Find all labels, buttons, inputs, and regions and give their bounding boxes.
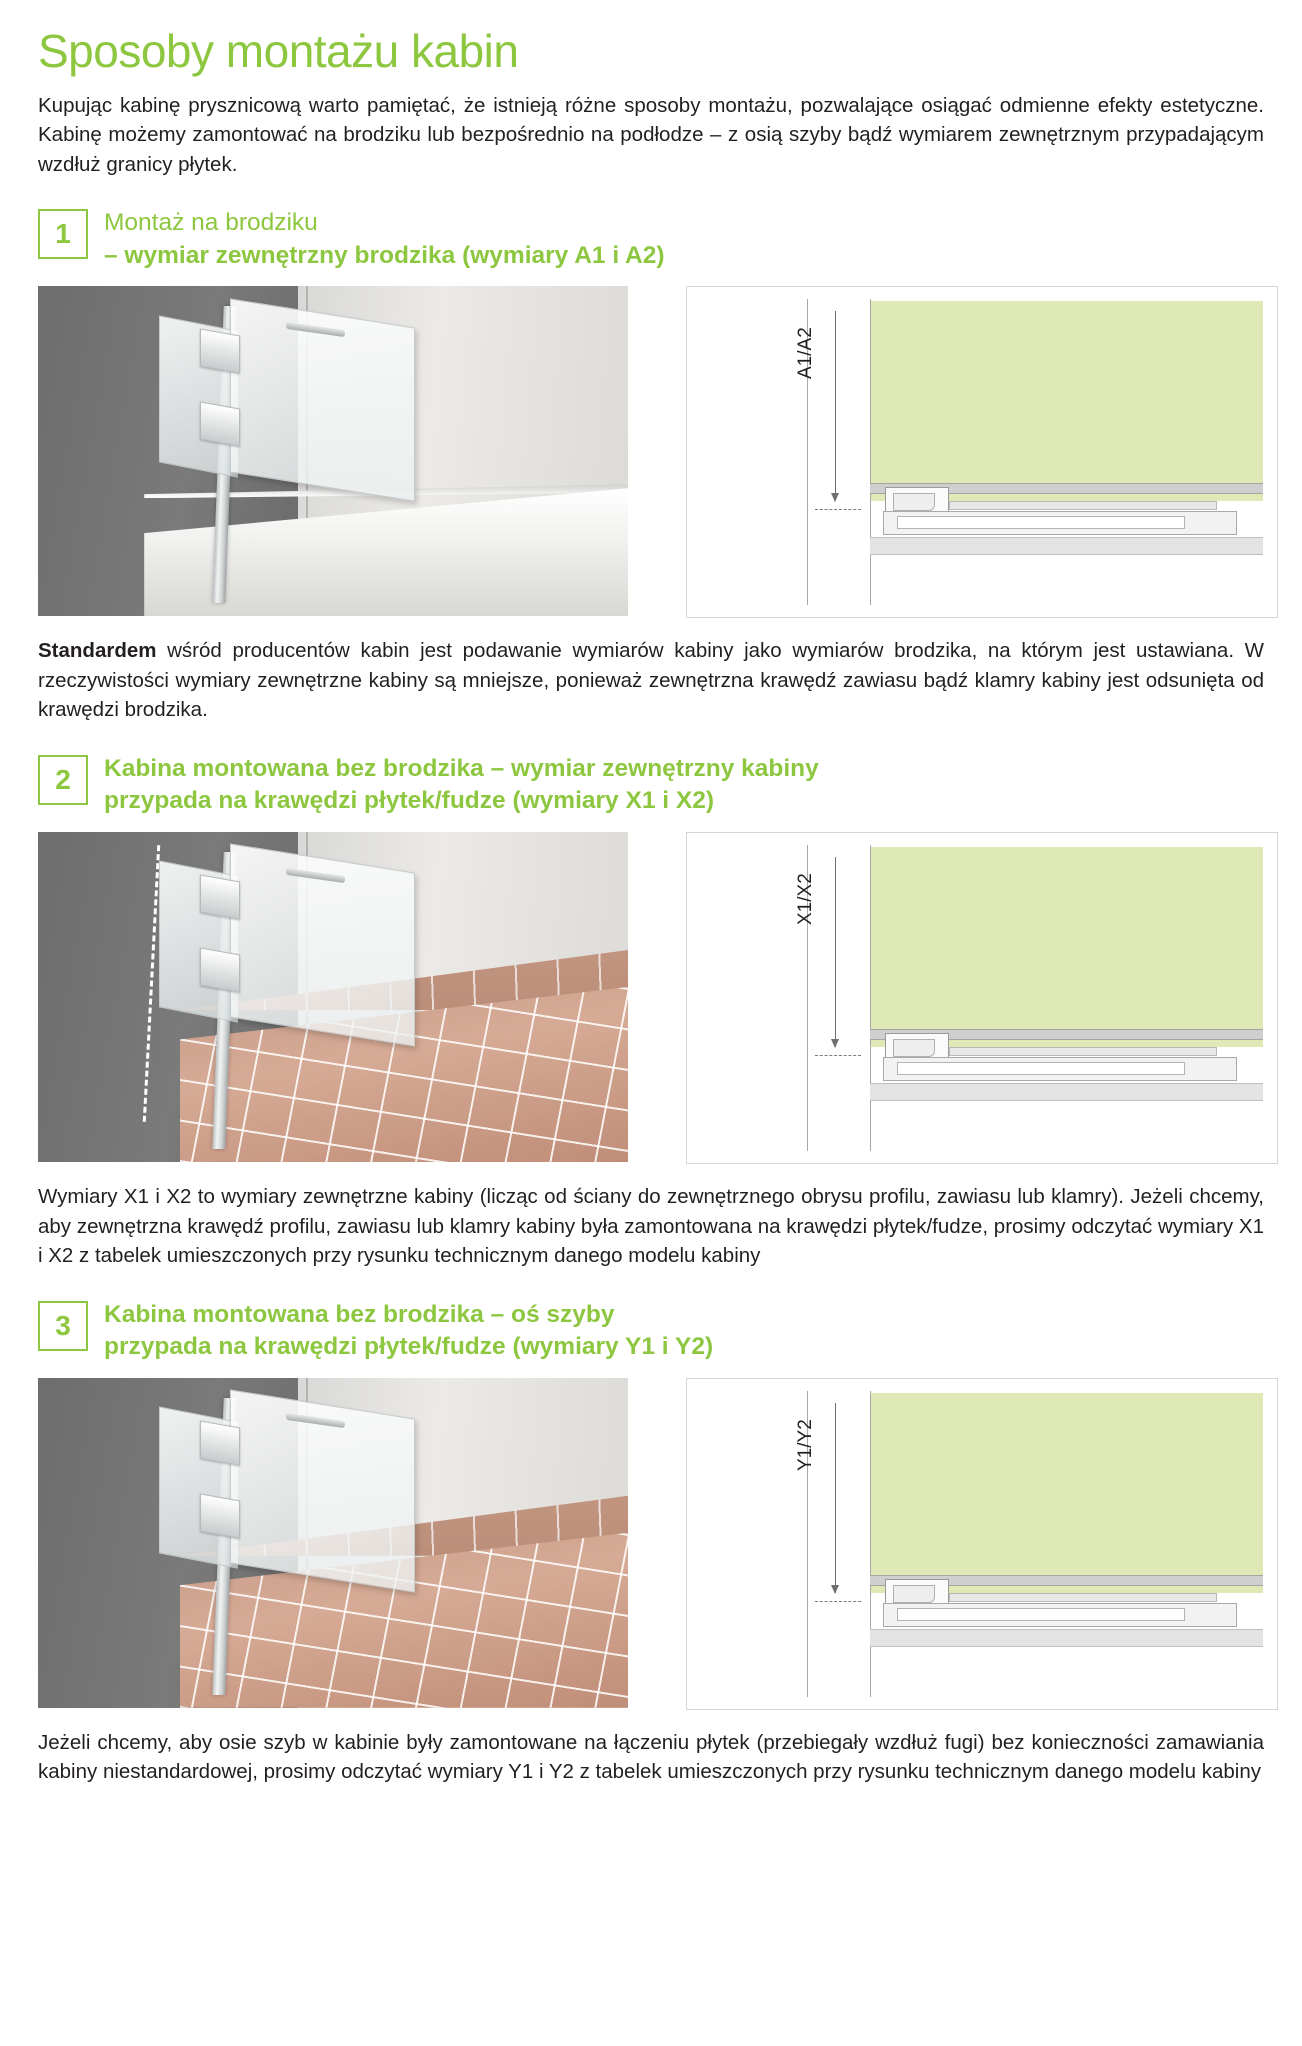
section-1-figures <box>38 286 1264 618</box>
diagram-glass-field <box>870 1393 1263 1593</box>
diagram-glass-axis <box>686 1378 1278 1710</box>
diagram-base-rail-inner <box>897 1608 1185 1621</box>
photo-hinge-upper <box>200 875 240 920</box>
diagram-dimension-tick <box>815 1601 861 1602</box>
section-1-caption <box>38 636 1264 725</box>
diagram-seal <box>949 1593 1217 1602</box>
diagram-bracket-inner <box>893 1585 935 1603</box>
photo-hinge-upper <box>200 1420 240 1465</box>
section-1-header <box>38 205 1264 272</box>
section-2-header <box>38 751 1264 818</box>
section-3-figures <box>38 1378 1264 1710</box>
section-2-figures <box>38 832 1264 1164</box>
section-1-number: 1 <box>38 209 88 259</box>
diagram-dimension-tick <box>815 509 861 510</box>
diagram-glass-field <box>870 301 1263 501</box>
photo-hinge-upper <box>200 329 240 374</box>
diagram-bracket-inner <box>893 1039 935 1057</box>
photo-shower-no-tray-axis <box>38 1378 628 1708</box>
photo-hinge-lower <box>200 947 240 992</box>
diagram-glass-field <box>870 847 1263 1047</box>
photo-hinge-lower <box>200 402 240 447</box>
photo-hinge-lower <box>200 1493 240 1538</box>
page-title: Sposoby montażu kabin <box>38 25 519 77</box>
photo-shower-no-tray-outer <box>38 832 628 1162</box>
section-3-title <box>104 1297 713 1364</box>
section-3-caption: Jeżeli chcemy, aby osie szyb w kabinie były zamontowane na łączeniu płytek (przebiegały wzdłuż fugi) bez konieczności zamawiania kabiny niestandardowej, prosimy odczytać wymiary Y1 i Y2 z tabelek umieszczonych przy rysunku technicznym danego modelu kabiny <box>38 1730 1264 1784</box>
section-1 <box>38 205 1264 725</box>
section-1-title-line2: – wymiar zewnętrzny brodzika (wymiary A1 i A2) <box>104 241 665 269</box>
section-3-title-line1: Kabina montowana bez brodzika – oś szyby <box>104 1300 615 1328</box>
diagram-floor-band <box>870 1083 1263 1101</box>
diagram-outer-dimension <box>686 832 1278 1164</box>
diagram-base-rail-inner <box>897 1062 1185 1075</box>
diagram-dimension-tick <box>815 1055 861 1056</box>
section-1-title <box>104 205 665 272</box>
diagram-dimension-label: X1/X2 <box>795 873 816 925</box>
diagram-edge-line <box>870 845 871 1151</box>
section-2-title <box>104 751 819 818</box>
diagram-floor-band <box>870 1629 1263 1647</box>
diagram-edge-line <box>870 299 871 605</box>
photo-shower-on-tray <box>38 286 628 616</box>
diagram-seal <box>949 1047 1217 1056</box>
diagram-seal <box>949 501 1217 510</box>
diagram-dimension-arrow <box>835 1403 836 1593</box>
diagram-base-rail-inner <box>897 516 1185 529</box>
diagram-dimension-arrow <box>835 311 836 501</box>
section-2-caption: Wymiary X1 i X2 to wymiary zewnętrzne kabiny (licząc od ściany do zewnętrznego obrysu profilu, zawiasu lub klamry). Jeżeli chcemy, aby zewnętrzna krawędź profilu, zawiasu lub klamry kabiny była zamontowana na krawędzi płytek/fudze, prosimy odczytać wymiary X1 i X2 z tabelek umieszczonych przy rysunku technicznym danego modelu kabiny <box>38 1185 1264 1268</box>
intro-paragraph: Kupując kabinę prysznicową warto pamiętać, że istnieją różne sposoby montażu, pozwalające osiągać odmienne efekty estetyczne. Kabinę możemy zamontować na brodziku lub bezpośrednio na podłodze – z osią szyby bądź wymiarem zewnętrznym przypadającym wzdłuż granicy płytek. <box>38 93 1264 176</box>
diagram-edge-line <box>870 1391 871 1697</box>
section-3-header <box>38 1297 1264 1364</box>
diagram-dimension-label: Y1/Y2 <box>795 1418 816 1471</box>
section-2-title-line2: przypada na krawędzi płytek/fudze (wymiary X1 i X2) <box>104 787 714 815</box>
diagram-dimension-label: A1/A2 <box>795 327 816 380</box>
section-3-number: 3 <box>38 1301 88 1351</box>
section-2-number: 2 <box>38 755 88 805</box>
diagram-dimension-arrow <box>835 857 836 1047</box>
section-2-title-line1: Kabina montowana bez brodzika – wymiar zewnętrzny kabiny <box>104 754 819 782</box>
diagram-tray-mount <box>686 286 1278 618</box>
section-1-caption-rest: wśród producentów kabin jest podawanie wymiarów kabiny jako wymiarów brodzika, na którym jest ustawiana. W rzeczywistości wymiary zewnętrzne kabiny są mniejsze, ponieważ zewnętrzna krawędź zawiasu bądź klamry kabiny jest odsunięta od krawędzi brodzika. <box>38 639 1264 722</box>
section-1-title-line1: Montaż na brodziku <box>104 209 318 237</box>
diagram-floor-band <box>870 537 1263 555</box>
section-3 <box>38 1297 1264 1787</box>
section-2 <box>38 751 1264 1271</box>
diagram-bracket-inner <box>893 493 935 511</box>
section-1-caption-lead: Standardem <box>38 639 157 663</box>
section-3-title-line2: przypada na krawędzi płytek/fudze (wymiary Y1 i Y2) <box>104 1333 714 1361</box>
